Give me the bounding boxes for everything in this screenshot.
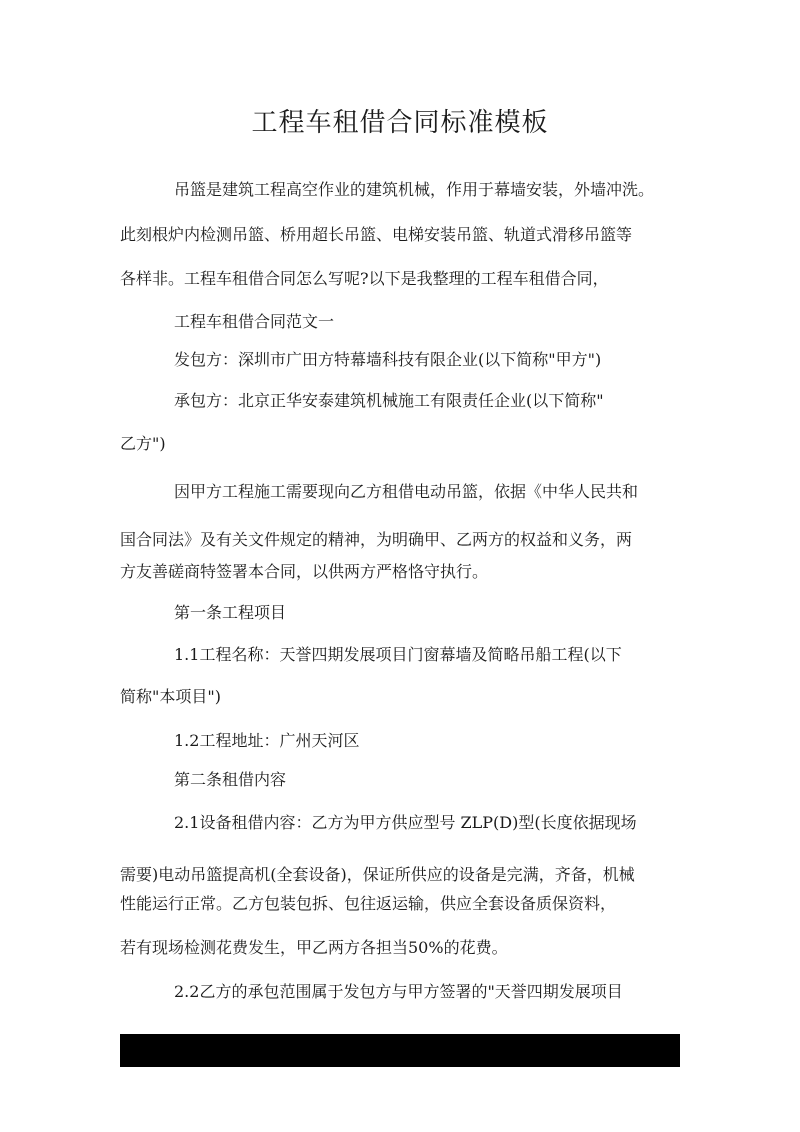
paragraph-line: 方友善磋商特签署本合同，以供两方严格恪守执行。	[120, 562, 489, 581]
paragraph-line: 若有现场检测花费发生，甲乙两方各担当50%的花费。	[120, 938, 508, 957]
paragraph-line: 因甲方工程施工需要现向乙方租借电动吊篮，依据《中华人民共和	[174, 482, 639, 501]
paragraph-line: 工程车租借合同范文一	[174, 312, 335, 331]
paragraph-line: 简称"本项目")	[120, 687, 221, 706]
paragraph-line: 国合同法》及有关文件规定的精神，为明确甲、乙两方的权益和义务，两	[120, 530, 633, 549]
paragraph-line: 性能运行正常。乙方包装包拆、包往返运输，供应全套设备质保资料，	[120, 894, 617, 913]
paragraph-line: 发包方：深圳市广田方特幕墙科技有限企业(以下简称"甲方")	[174, 350, 602, 369]
paragraph-line: 吊篮是建筑工程高空作业的建筑机械，作用于幕墙安装，外墙冲洗。	[174, 180, 655, 199]
paragraph-line: 1.1工程名称：天誉四期发展项目门窗幕墙及简略吊船工程(以下	[174, 645, 622, 664]
paragraph-line: 乙方")	[120, 434, 166, 453]
section-heading: 第二条租借内容	[174, 770, 287, 789]
paragraph-line: 2.2乙方的承包范围属于发包方与甲方签署的"天誉四期发展项目	[174, 982, 623, 1001]
paragraph-line: 1.2工程地址：广州天河区	[174, 731, 360, 750]
paragraph-line: 此刻根炉内检测吊篮、桥用超长吊篮、电梯安装吊篮、轨道式滑移吊篮等	[120, 225, 633, 244]
document-title: 工程车租借合同标准模板	[251, 108, 549, 138]
paragraph-line: 承包方：北京正华安泰建筑机械施工有限责任企业(以下简称"	[174, 391, 604, 410]
section-heading: 第一条工程项目	[174, 603, 287, 622]
paragraph-line: 需要)电动吊篮提高机(全套设备)，保证所供应的设备是完满，齐备，机械	[120, 865, 635, 884]
paragraph-line: 各样非。工程车租借合同怎么写呢?以下是我整理的工程车租借合同，	[120, 269, 609, 288]
paragraph-line: 2.1设备租借内容：乙方为甲方供应型号 ZLP(D)型(长度依据现场	[174, 813, 637, 832]
footer-bar	[120, 1034, 680, 1067]
